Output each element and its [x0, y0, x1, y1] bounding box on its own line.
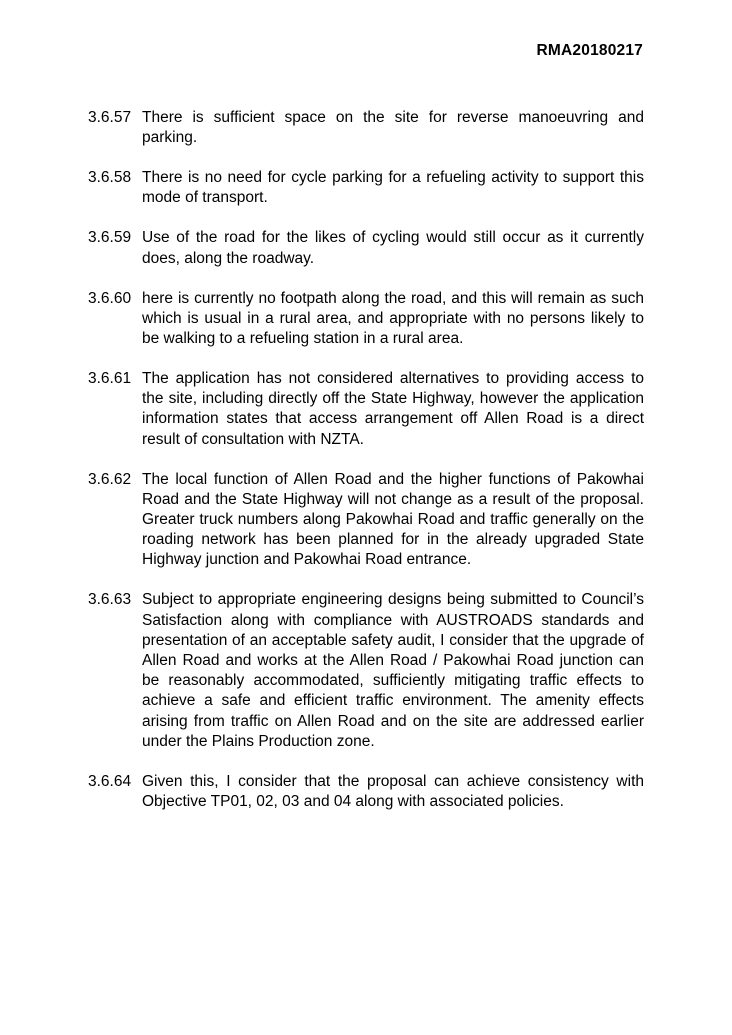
- paragraph-text: The application has not considered alternatives to providing access to the site, including directly off the State Highway, however the application information states that access arrangement off Allen Road is a direct result of consultation with NZTA.: [142, 370, 644, 448]
- paragraph-3-6-63: [88, 590, 644, 752]
- paragraph-number: 3.6.63: [88, 591, 132, 609]
- paragraph-3-6-64: [88, 772, 644, 812]
- paragraph-list: [88, 108, 644, 832]
- paragraph-number: 3.6.57: [88, 109, 132, 126]
- paragraph-text: Use of the road for the likes of cycling would still occur as it currently does, along the roadway.: [142, 229, 644, 267]
- paragraph-3-6-57: [88, 108, 644, 148]
- paragraph-3-6-61: [88, 369, 644, 450]
- paragraph-number: 3.6.58: [88, 169, 132, 187]
- paragraph-text: Given this, I consider that the proposal can achieve consistency with Objective TP01, 02, 03 and 04 along with associated policies.: [142, 772, 644, 811]
- paragraph-text: The local function of Allen Road and the higher functions of Pakowhai Road and the State Highway will not change as a result of the proposal. Greater truck numbers along Pakowhai Road and traffic generally on the roading network has been planned for in the already upgraded State Highway junction and Pakowhai Road entrance.: [142, 470, 644, 569]
- paragraph-text: There is no need for cycle parking for a refueling activity to support this mode of transport.: [142, 169, 644, 207]
- paragraph-3-6-58: [88, 168, 644, 208]
- paragraph-3-6-60: [88, 289, 644, 350]
- paragraph-3-6-59: [88, 228, 644, 268]
- paragraph-number: 3.6.61: [88, 370, 132, 388]
- document-reference: RMA20180217: [536, 42, 643, 59]
- paragraph-text: here is currently no footpath along the road, and this will remain as such which is usual in a rural area, and appropriate with no persons likely to be walking to a refueling station in a rural area.: [142, 289, 644, 348]
- paragraph-number: 3.6.62: [88, 470, 132, 488]
- paragraph-number: 3.6.60: [88, 289, 132, 307]
- paragraph-text: Subject to appropriate engineering designs being submitted to Council’s Satisfaction along with compliance with AUSTROADS standards and presentation of an acceptable safety audit, I consider that the upgrade of Allen Road and works at the Allen Road / Pakowhai Road junction can be reasonably accommodated, sufficiently mitigating traffic effects to achieve a safe and efficient traffic environment. The amenity effects arising from traffic on Allen Road and on the site are addressed earlier under the Plains Production zone.: [142, 591, 644, 750]
- paragraph-3-6-62: [88, 470, 644, 571]
- paragraph-number: 3.6.64: [88, 772, 132, 790]
- paragraph-number: 3.6.59: [88, 229, 132, 247]
- paragraph-text: There is sufficient space on the site for reverse manoeuvring and parking.: [142, 109, 644, 147]
